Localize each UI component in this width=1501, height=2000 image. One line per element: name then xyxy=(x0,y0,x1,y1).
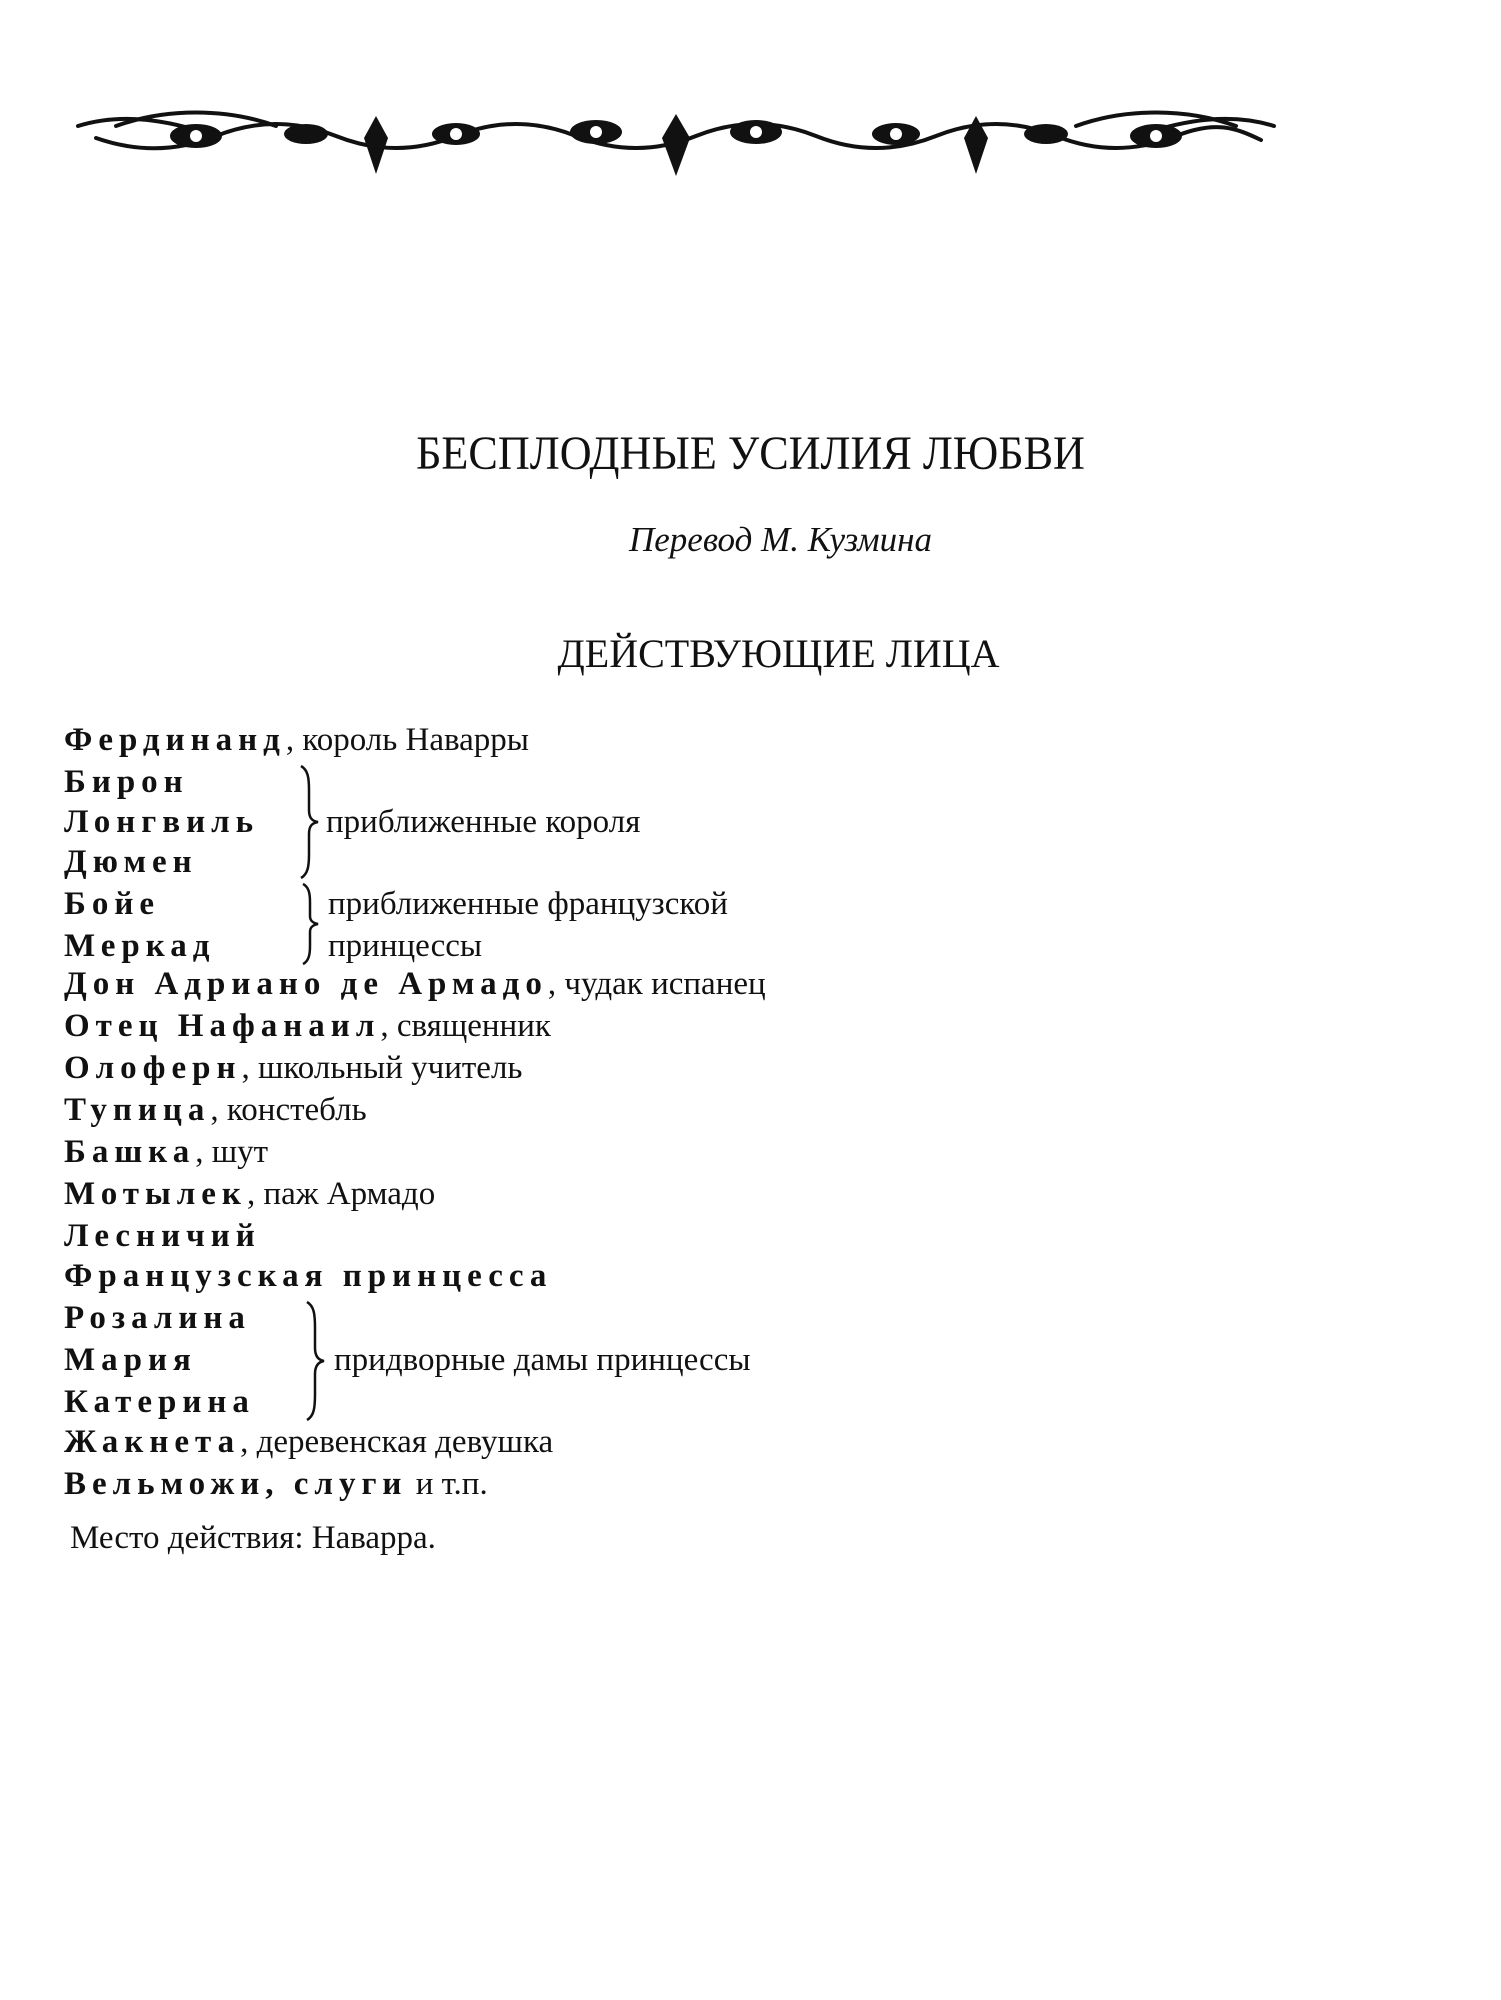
cast-item: Олоферн, школьный учитель xyxy=(64,1050,523,1086)
setting-line: Место действия: Наварра. xyxy=(70,1520,436,1556)
right-brace-icon xyxy=(298,764,320,880)
cast-item: Катерина xyxy=(64,1384,255,1420)
cast-item: Лонгвиль xyxy=(64,804,260,840)
cast-item: Башка, шут xyxy=(64,1134,269,1170)
cast-item: Розалина xyxy=(64,1300,251,1336)
cast-item: Вельможи, слуги и т.п. xyxy=(64,1466,488,1502)
cast-item: Меркад xyxy=(64,928,216,964)
cast-item: Бирон xyxy=(64,764,189,800)
cast-item: Мотылек, паж Армадо xyxy=(64,1176,436,1212)
group-label-princess-attendants: приближенные французской xyxy=(328,886,728,922)
cast-item: Дон Адриано де Армадо, чудак испанец xyxy=(64,966,766,1002)
cast-item: Жакнета, деревенская девушка xyxy=(64,1424,554,1460)
cast-item: Бойе xyxy=(64,886,160,922)
right-brace-icon xyxy=(304,1300,326,1422)
cast-item: Фердинанд, король Наварры xyxy=(64,722,529,758)
cast-heading: ДЕЙСТВУЮЩИЕ ЛИЦА xyxy=(557,631,1000,676)
cast-item: Отец Нафанаил, священник xyxy=(64,1008,551,1044)
cast-item: Лесничий xyxy=(64,1218,261,1254)
translator-credit: Перевод М. Кузмина xyxy=(628,520,933,559)
cast-item: Французская принцесса xyxy=(64,1258,553,1294)
cast-item: Дюмен xyxy=(64,844,198,880)
decorative-border-ornament xyxy=(76,96,1278,178)
group-label-ladies: придворные дамы принцессы xyxy=(334,1342,751,1378)
group-label-king-attendants: приближенные короля xyxy=(326,804,641,840)
group-label-princess-attendants-line2: принцессы xyxy=(328,928,483,964)
cast-item: Тупица, констебль xyxy=(64,1092,367,1128)
cast-item: Мария xyxy=(64,1342,197,1378)
play-title: БЕСПЛОДНЫЕ УСИЛИЯ ЛЮБВИ xyxy=(416,427,1085,480)
right-brace-icon xyxy=(300,882,320,966)
